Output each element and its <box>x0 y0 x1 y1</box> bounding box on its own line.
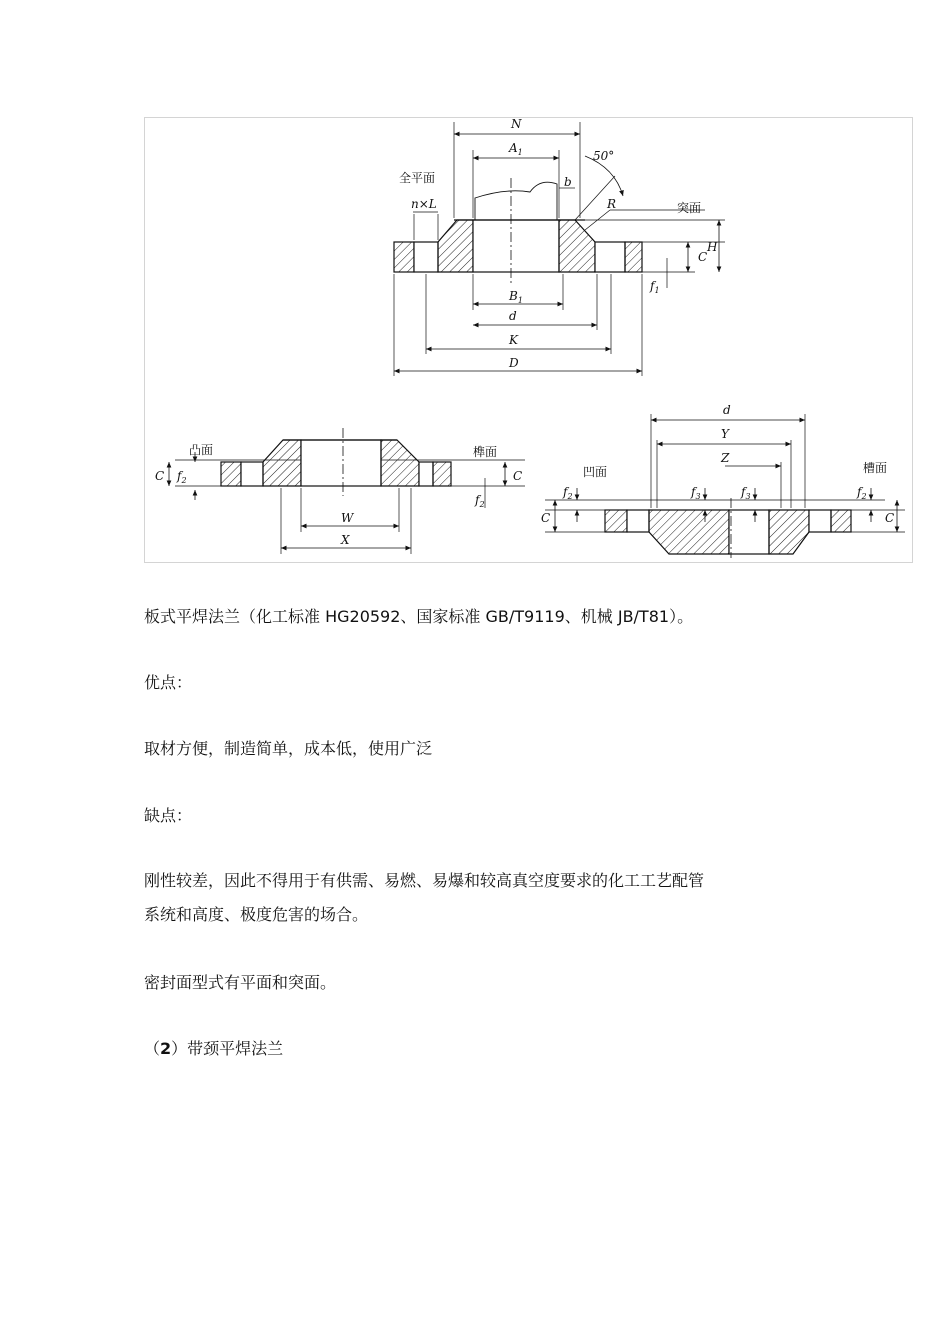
label-f3-a: $f_3$ <box>691 485 701 501</box>
flange-diagram <box>144 117 913 563</box>
label-Y: Y <box>721 427 729 441</box>
paragraph-disadvantages-line1: 刚性较差，因此不得用于有供需、易燃、易爆和较高真空度要求的化工工艺配管 <box>144 871 705 890</box>
label-f2-right1: $f_2$ <box>563 485 573 501</box>
label-C-right2: C <box>885 511 895 525</box>
concave-groove-labels <box>541 403 894 525</box>
paragraph-advantages-heading: 优点： <box>144 673 193 692</box>
paragraph-sealing-face: 密封面型式有平面和突面。 <box>144 973 337 992</box>
label-A1: $A_1$ <box>509 141 523 157</box>
paragraph-flange-standard: 板式平焊法兰（化工标准 HG20592、国家标准 GB/T9119、机械 JB/T81）。 <box>144 607 694 626</box>
label-tenon-face: 榫面 <box>473 445 498 459</box>
label-f2-left: $f_2$ <box>177 469 187 485</box>
label-d-top: d <box>509 309 517 323</box>
label-Z: Z <box>721 451 730 465</box>
label-concave-face: 凹面 <box>583 465 608 479</box>
label-X: X <box>341 533 350 547</box>
label-C-left: C <box>155 469 165 483</box>
label-angle: 50° <box>593 149 615 163</box>
label-d-bottom: d <box>723 403 731 417</box>
label-f1: $f_1$ <box>650 279 660 295</box>
paragraph-disadvantages-line2: 系统和高度、极度危害的场合。 <box>144 905 369 924</box>
label-f3-b: $f_3$ <box>741 485 751 501</box>
label-R: R <box>607 197 617 211</box>
label-full-face: 全平面 <box>399 171 436 185</box>
section-heading-hubbed-flange: （2）带颈平焊法兰 <box>144 1039 284 1058</box>
label-nxL: n×L <box>411 197 437 211</box>
label-B1: $B_1$ <box>509 289 523 305</box>
label-raised-face: 突面 <box>677 201 702 215</box>
label-b: b <box>564 175 572 189</box>
label-f2-mid: $f_2$ <box>475 493 485 509</box>
label-K: K <box>509 333 518 347</box>
label-f2-right2: $f_2$ <box>857 485 867 501</box>
label-D: D <box>509 356 519 370</box>
top-flange-section <box>394 122 725 376</box>
label-convex-face: 凸面 <box>189 443 214 457</box>
label-C-mid: C <box>513 469 523 483</box>
label-groove-face: 槽面 <box>863 461 888 475</box>
label-C-top: C <box>698 250 708 264</box>
label-W: W <box>341 511 354 525</box>
label-N: N <box>511 118 522 131</box>
paragraph-advantages: 取材方便，制造简单，成本低，使用广泛 <box>144 739 433 758</box>
flange-drawing <box>145 118 912 562</box>
paragraph-disadvantages-heading: 缺点： <box>144 806 193 825</box>
label-C-right1: C <box>541 511 551 525</box>
label-H: H <box>707 240 718 254</box>
